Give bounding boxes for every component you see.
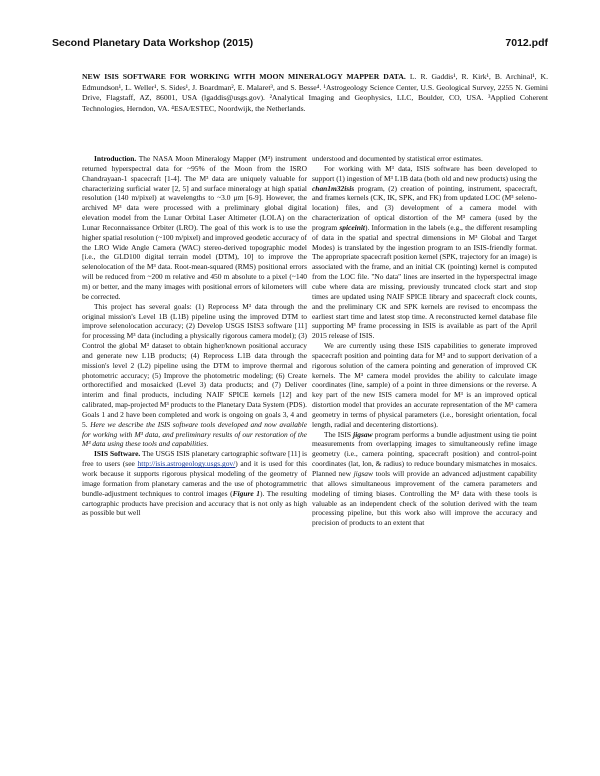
- program-jigsaw-2: jigsaw: [353, 469, 373, 478]
- isis-heading: ISIS Software.: [94, 449, 141, 459]
- right-text-2: We are currently using these ISIS capabilities to generate improved spacecraft position and pointing data for M³ and to support derivation of a rigorous solution of the camera pointing and generation of improved CK kernels. The M³ camera model provides the ability to calculate image coordinates (line, sample) of a point in three dimensions or the reverse. A key part of the new ISIS camera model for M³ is an improved optical distortion model that provides an accurate representation of the M³ camera geometry in terms of physical parameters (i.e., boresight orientation, focal length, radial and decentering distortions).: [312, 341, 537, 429]
- intro-text-2: This project has several goals: (1) Reprocess M³ data through the original mission's Level 1B (L1B) pipeline using the improved DTM to improve selenolocation accuracy; (2) Develop USGS ISIS3 software [11] for processing M³ data (including a physically rigorous camera model); (3) Control the global M³ dataset to obtain higher/known positional accuracy and generate new L1B products; (4) Reprocess L1B data through the mission's level 2 (L2) pipeline using the DTM to improve thermal and photometric accuracy; (5) Improve the photometric modeling; (6) Create orthorectified and mosaicked (Level 3) data products; and (7) Deliver interim and final products, including NAIF SPICE kernels [12] and calibrated, map-projected M³ products to the Planetary Data System (PDS). Goals 1 and 2 have been completed and work is ongoing on goals 3, 4 and 5.: [82, 301, 307, 429]
- program-jigsaw: jigsaw: [353, 429, 373, 439]
- paper-authors: L. R. Gaddis¹, R. Kirk¹, B. Archinal¹, K. Edmundson¹, L. Weller¹, S. Sides¹, J. Boardman², E. Malaret³, and S. Besse⁴.: [82, 72, 549, 92]
- right-text-3a: The ISIS: [324, 429, 351, 439]
- right-text-3b: program performs a bundle adjustment using tie point measurements from overlapping images to simultaneously refine image geometry (i.e., camera pointing, spacecraft position) and control-point coordinates (lat, lon, & radius) to reduce boundary mismatches in mosaics. Planned new: [312, 429, 537, 478]
- page-header-right: 7012.pdf: [505, 37, 548, 49]
- paper-affiliations: ¹Astrogeology Science Center, U.S. Geological Survey, 2255 N. Gemini Drive, Flagstaff, AZ, 86001, USA (lgaddis@usgs.gov). ²Analytical Imaging and Geophysics, LLC, Boulder, CO, USA. ³Applied Coherent Technologies, Herndon, VA. ⁴ESA/ESTEC, Noordwijk, the Netherlands.: [82, 82, 548, 113]
- right-paragraph-0: [312, 154, 537, 164]
- right-text-1c: ). Information in the labels (e.g., the different resampling of data in the spatial and spectral dimensions in M³ Global and Target Modes) is translated by the ingestion program to an ISIS-friendly format. The appropriate spacecraft position kernel (SPK, trajectory for an image) is associated with the frame, and an initial CK (pointing) kernel is computed from the LOC file. "No data" lines are inserted in the hyperspectral image cube where data are missing, previously truncated clock start and stop times are updated using NAIF SPICE library and spacecraft clock counts, and the preliminary CK and SPK kernels are revised to encompass the earliest start time and latest stop time. A reconstructed kernel database file supporting M³ frame processing in ISIS is available as part of the April 2015 release of ISIS.: [312, 222, 537, 341]
- isis-website-link[interactable]: http://isis.astrogeology.usgs.gov/: [137, 459, 236, 469]
- right-text-0: understood and documented by statistical error estimates.: [312, 154, 483, 163]
- intro-text-1: The NASA Moon Mineralogy Mapper (M³) instrument returned hyperspectral data for ~95% of the Moon from the ISRO Chandrayaan-1 spacecraft [1-4]. The M³ data are uniquely valuable for characterizing surficial water [2, 5] and surface mineralogy at high spatial resolution (140 m/pixel) at wavelengths to ~3.0 μm [6-9]. However, the archived M³ data were processed with a preliminary global digital elevation model from the Lunar Orbital Laser Altimeter (LOLA) on the Lunar Reconnaissance Orbiter (LRO). The goal of this work is to use the higher spatial resolution (~100 m/pixel) and improved geodetic accuracy of the LRO Wide Angle Camera (WAC) stereo-derived topographic model [i.e., the GLD100 digital terrain model (DTM), 10] to improve the selenolocation of the M³ data. Root-mean-squared (RMS) positional errors will be reduced from ~200 m relative and 450 m absolute to a pixel (~140 m) or better, and the many images with positional errors of kilometers will be corrected.: [82, 154, 307, 301]
- right-column: [312, 154, 537, 528]
- right-text-3c: tools will provide an advanced adjustment capability that allows simultaneous improvement of the camera parameters and modeling of timing biases. Controlling the M³ data with these tools is valuable as an independent check of the solution derived with the team processing pipeline, but this work also will improve the accuracy and precision of products to an extent that: [312, 469, 538, 528]
- intro-paragraph-2: [82, 302, 307, 450]
- right-paragraph-3: [312, 430, 537, 528]
- isis-text-b: ) and it is used for this work because it supports rigorous physical modeling of the geometry of image formation from planetary cameras and the use of photogrammetric bundle-adjustment techniques to control images (: [82, 459, 307, 498]
- figure-1-reference: Figure 1: [232, 488, 260, 498]
- program-spiceinit: spiceinit: [339, 222, 365, 232]
- isis-text-a: The USGS ISIS planetary cartographic software [11] is free to users (see: [82, 449, 307, 469]
- intro-paragraph-1: [82, 154, 307, 302]
- right-paragraph-1: [312, 164, 537, 341]
- right-paragraph-2: [312, 341, 537, 430]
- program-chan1m32isis: chan1m32isis: [312, 183, 355, 193]
- page-header-left: Second Planetary Data Workshop (2015): [52, 37, 254, 49]
- intro-heading: Introduction.: [94, 154, 137, 163]
- isis-text-c: ). The resulting cartographic products have precision and accuracy that is not only as high as possible but well: [82, 488, 308, 518]
- intro-text-2-italic: Here we describe the ISIS software tools developed and now available for working with M³ data, and preliminary results of our restoration of the M³ data using these tools and capabilities.: [82, 419, 307, 449]
- right-text-1b: program, (2) creation of pointing, instrument, spacecraft, and frames kernels (CK, IK, SPK, and FK) from updated LOC (M³ seleno-location) files, and (3) development of a camera model with characterization of optical distortion of the M³ camera (used by the program: [312, 183, 538, 232]
- left-column: [82, 154, 307, 518]
- paper-title: NEW ISIS SOFTWARE FOR WORKING WITH MOON MINERALOGY MAPPER DATA.: [82, 72, 406, 81]
- isis-paragraph-1: [82, 449, 307, 518]
- title-block: [82, 72, 548, 114]
- right-text-1a: For working with M³ data, ISIS software has been developed to support (1) ingestion of M³ L1B data (both old and new products) using the: [312, 163, 537, 183]
